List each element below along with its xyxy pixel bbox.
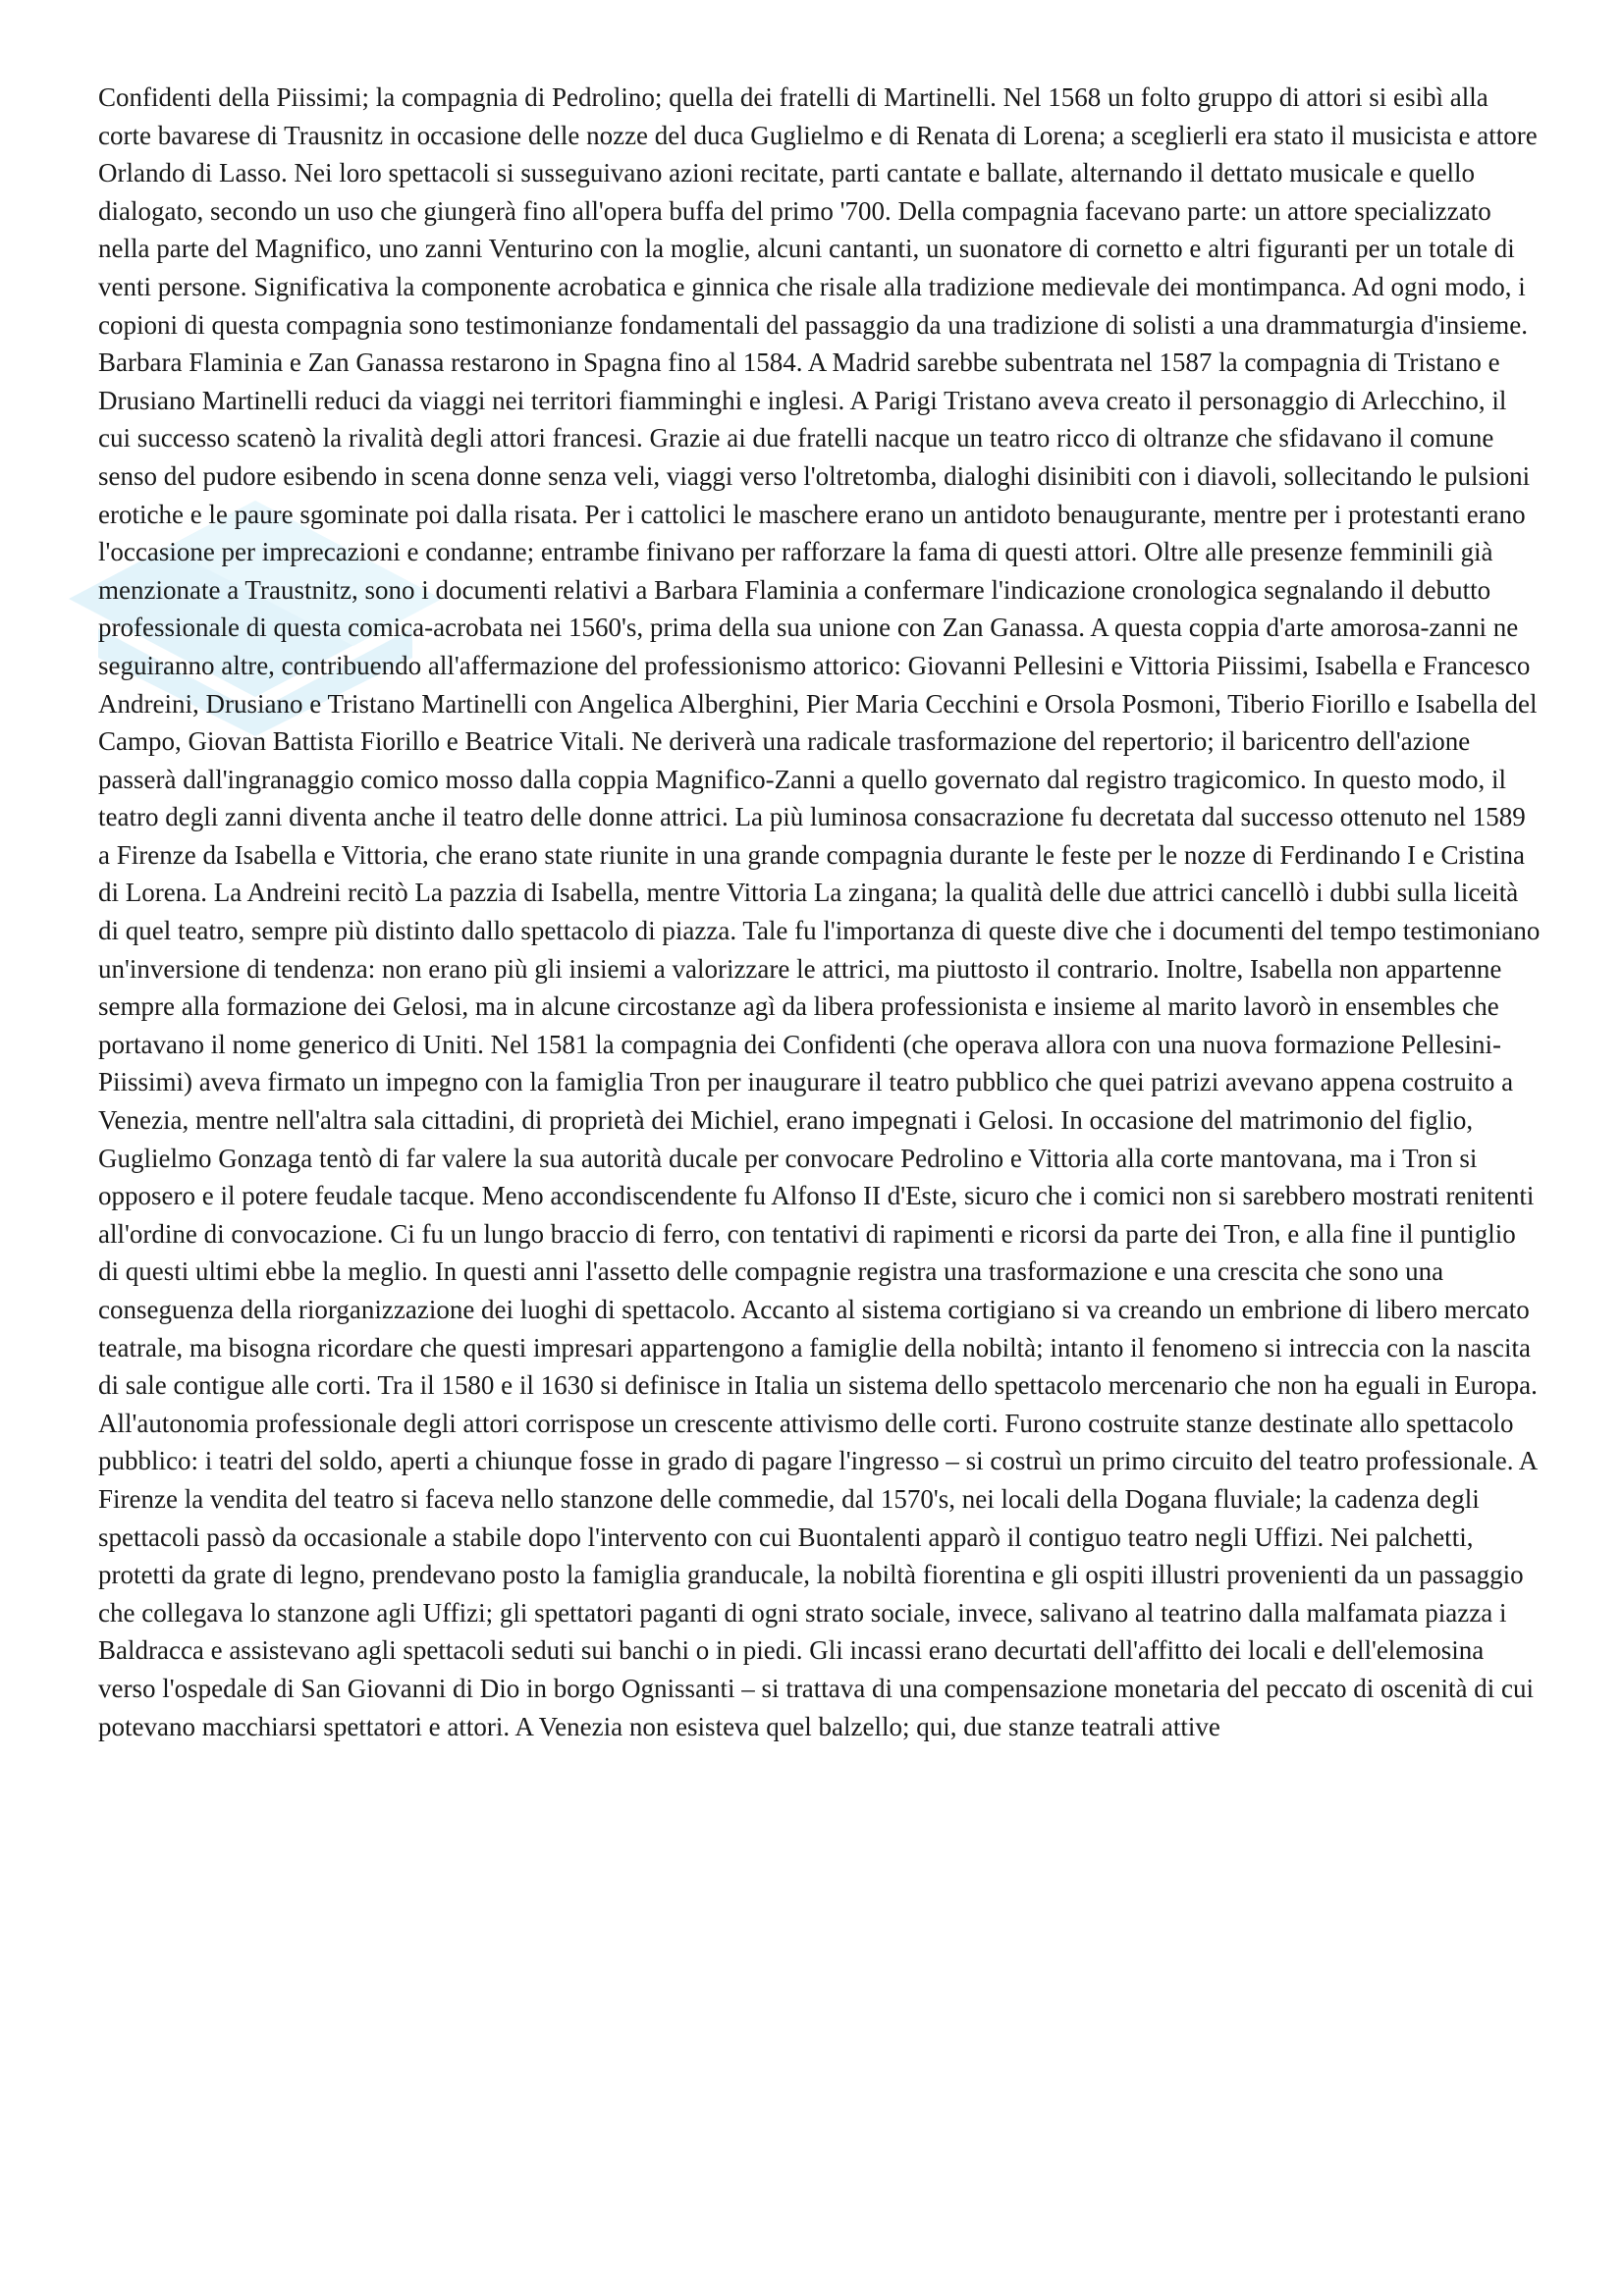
paragraph: All'autonomia professionale degli attori corrispose un crescente attivismo delle corti. Furono costruite stanze destinate allo spettacolo pubblico: i teatri del soldo, aperti a chiunque fosse in grado di pagare l'ingresso – si costruì un primo circuito del teatro professionale. A Firenze la vendita del teatro si faceva nello stanzone delle commedie, dal 1570's, nei locali della Dogana fluviale; la cadenza degli spettacoli passò da occasionale a stabile dopo l'intervento con cui Buontalenti apparò il contiguo teatro negli Uffizi. Nei palchetti, protetti da grate di legno, prendevano posto la famiglia granducale, la nobiltà fiorentina e gli ospiti illustri provenienti da un passaggio che collegava lo stanzone agli Uffizi; gli spettatori paganti di ogni strato sociale, invece, salivano al teatrino dalla malfamata piazza i Baldracca e assistevano agli spettacoli seduti sui banchi o in piedi. Gli incassi erano decurtati dell'affitto dei locali e dell'elemosina verso l'ospedale di San Giovanni di Dio in borgo Ognissanti – si trattava di una compensazione monetaria del peccato di oscenità di cui potevano macchiarsi spettatori e attori. A Venezia non esisteva quel balzello; qui, due stanze teatrali attive (98, 1408, 1537, 1741)
paragraph: Barbara Flaminia e Zan Ganassa restarono in Spagna fino al 1584. A Madrid sarebbe subentrata nel 1587 la compagnia di Tristano e Drusiano Martinelli reduci da viaggi nei territori fiamminghi e inglesi. A Parigi Tristano aveva creato il personaggio di Arlecchino, il cui successo scatenò la rivalità degli attori francesi. Grazie ai due fratelli nacque un teatro ricco di oltranze che sfidavano il comune senso del pudore esibendo in scena donne senza veli, viaggi verso l'oltretomba, dialoghi disinibiti con i diavoli, sollecitando le pulsioni erotiche e le paure sgominate poi dalla risata. Per i cattolici le maschere erano un antidoto benaugurante, mentre per i protestanti erano l'occasione per imprecazioni e condanne; entrambe finivano per rafforzare la fama di questi attori. Oltre alle presenze femminili già menzionate a Traustnitz, sono i documenti relativi a Barbara Flaminia a confermare l'indicazione cronologica segnalando il debutto professionale di questa comica-acrobata nei 1560's, prima della sua unione con Zan Ganassa. A questa coppia d'arte amorosa-zanni ne seguiranno altre, contribuendo all'affermazione del professionismo attorico: Giovanni Pellesini e Vittoria Piissimi, Isabella e Francesco Andreini, Drusiano e Tristano Martinelli con Angelica Alberghini, Pier Maria Cecchini e Orsola Posmoni, Tiberio Fiorillo e Isabella del Campo, Giovan Battista Fiorillo e Beatrice Vitali. Ne deriverà una radicale trasformazione del repertorio; il baricentro dell'azione passerà dall'ingranaggio comico mosso dalla coppia Magnifico-Zanni a quello governato dal registro tragicomico. In questo modo, il teatro degli zanni diventa anche il teatro delle donne attrici. La più luminosa consacrazione fu decretata dal successo ottenuto nel 1589 a Firenze da Isabella e Vittoria, che erano state riunite in una grande compagnia durante le feste per le nozze di Ferdinando I e Cristina di Lorena. La Andreini recitò La pazzia di Isabella, mentre Vittoria La zingana; la qualità delle due attrici cancellò i dubbi sulla liceità di quel teatro, sempre più distinto dallo spettacolo di piazza. Tale fu l'importanza di queste dive che i documenti del tempo testimoniano un'inversione di tendenza: non erano più gli insiemi a valorizzare le attrici, ma piuttosto il contrario. Inoltre, Isabella non appartenne sempre alla formazione dei Gelosi, ma in alcune circostanze agì da libera professionista e insieme al marito lavorò in ensembles che portavano il nome generico di Uniti. Nel 1581 la compagnia dei Confidenti (che operava allora con una nuova formazione Pellesini-Piissimi) aveva firmato un impegno con la famiglia Tron per inaugurare il teatro pubblico che quei patrizi avevano appena costruito a Venezia, mentre nell'altra sala cittadini, di proprietà dei Michiel, erano impegnati i Gelosi. In occasione del matrimonio del figlio, Guglielmo Gonzaga tentò di far valere la sua autorità ducale per convocare Pedrolino e Vittoria alla corte mantovana, ma i Tron si opposero e il potere feudale tacque. Meno accondiscendente fu Alfonso II d'Este, sicuro che i comici non si sarebbero mostrati renitenti all'ordine di convocazione. Ci fu un lungo braccio di ferro, con tentativi di rapimenti e ricorsi da parte dei Tron, e alla fine il puntiglio di questi ultimi ebbe la meglio. In questi anni l'assetto delle compagnie registra una trasformazione e una crescita che sono una conseguenza della riorganizzazione dei luoghi di spettacolo. Accanto al sistema cortigiano si va creando un embrione di libero mercato teatrale, ma bisogna ricordare che questi impresari appartengono a famiglie della nobiltà; intanto il fenomeno si intreccia con la nascita di sale contigue alle corti. Tra il 1580 e il 1630 si definisce in Italia un sistema dello spettacolo mercenario che non ha eguali in Europa. (98, 347, 1541, 1401)
body-text (98, 79, 1542, 1745)
paragraph: Confidenti della Piissimi; la compagnia di Pedrolino; quella dei fratelli di Martinelli. Nel 1568 un folto gruppo di attori si esibì alla corte bavarese di Trausnitz in occasione delle nozze del duca Guglielmo e di Renata di Lorena; a sceglierli era stato il musicista e attore Orlando di Lasso. Nei loro spettacoli si susseguivano azioni recitate, parti cantate e ballate, alternando il dettato musicale e quello dialogato, secondo un uso che giungerà fino all'opera buffa del primo '700. Della compagnia facevano parte: un attore specializzato nella parte del Magnifico, uno zanni Venturino con la moglie, alcuni cantanti, un suonatore di cornetto e altri figuranti per un totale di venti persone. Significativa la componente acrobatica e ginnica che risale alla tradizione medievale dei montimpanca. Ad ogni modo, i copioni di questa compagnia sono testimonianze fondamentali del passaggio da una tradizione di solisti a una drammaturgia d'insieme. (98, 82, 1538, 340)
